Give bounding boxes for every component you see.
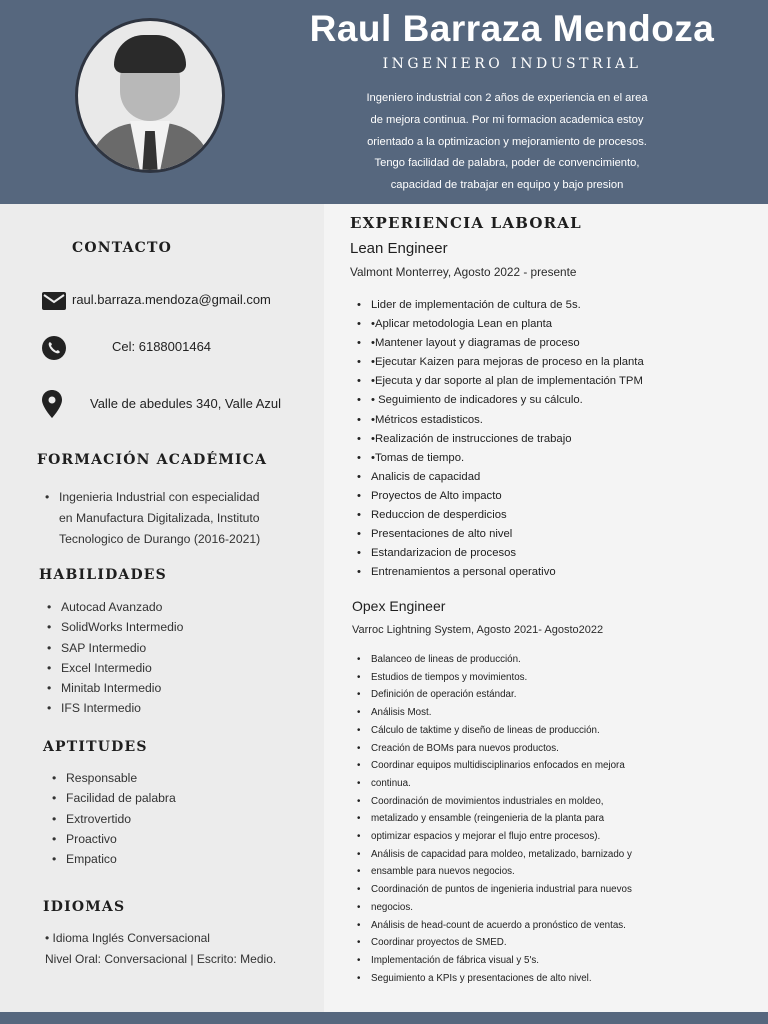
lean-duties-list — [357, 296, 644, 582]
aptitude-item: • Proactivo — [52, 829, 176, 849]
skill-item: • IFS Intermedio — [47, 698, 183, 718]
language-line: • Idioma Inglés Conversacional — [45, 931, 210, 945]
duty-item: • •Realización de instrucciones de trabajo — [357, 430, 644, 449]
contact-title: CONTACTO — [72, 240, 173, 256]
left-column — [0, 204, 324, 1012]
duty-item: • Coordinación de movimientos industriales en moldeo, — [357, 793, 632, 811]
duty-item: • Estandarizacion de procesos — [357, 544, 644, 563]
education-line: Tecnologico de Durango (2016-2021) — [59, 532, 261, 546]
phone-icon — [42, 336, 66, 360]
education-line: • Ingenieria Industrial con especialidad — [59, 490, 260, 504]
summary-line: Ingeniero industrial con 2 años de experiencia en el area — [366, 92, 648, 104]
education-list — [45, 487, 260, 550]
job-title-opex: Opex Engineer — [352, 598, 446, 614]
contact-email[interactable] — [72, 292, 271, 307]
duty-item: • Coordinar proyectos de SMED. — [357, 934, 632, 952]
aptitude-item: • Extrovertido — [52, 809, 176, 829]
duty-item: • optimizar espacios y mejorar el flujo entre procesos). — [357, 828, 632, 846]
skill-item: • Excel Intermedio — [47, 658, 183, 678]
location-pin-icon — [42, 390, 62, 418]
duty-item: • Presentaciones de alto nivel — [357, 525, 644, 544]
duty-item: • •Aplicar metodologia Lean en planta — [357, 315, 644, 334]
aptitude-item: • Facilidad de palabra — [52, 788, 176, 808]
aptitude-item: • Empatico — [52, 849, 176, 869]
opex-duties-list — [357, 651, 632, 987]
duty-item: • Seguimiento a KPIs y presentaciones de alto nivel. — [357, 970, 632, 988]
aptitude-item: • Responsable — [52, 768, 176, 788]
duty-item: • Estudios de tiempos y movimientos. — [357, 669, 632, 687]
summary-line: de mejora continua. Por mi formacion academica estoy — [370, 113, 644, 126]
education-line: en Manufactura Digitalizada, Instituto — [59, 511, 260, 525]
duty-item: • •Métricos estadisticos. — [357, 411, 644, 430]
job-company-lean: Valmont Monterrey, Agosto 2022 - presente — [350, 265, 577, 279]
duty-item: • metalizado y ensamble (reingenieria de la planta para — [357, 810, 632, 828]
duty-item: • Análisis de head-count de acuerdo a pronóstico de ventas. — [357, 917, 632, 935]
duty-item: • negocios. — [357, 899, 632, 917]
skills-title: HABILIDADES — [39, 567, 167, 583]
duty-item: • Lider de implementación de cultura de 5s. — [357, 296, 644, 315]
job-company-opex: Varroc Lightning System, Agosto 2021- Agosto2022 — [352, 624, 604, 636]
phone-text: Cel: 6188001464 — [112, 339, 212, 354]
duty-item: • Análisis de capacidad para moldeo, metalizado, barnizado y — [357, 846, 632, 864]
job-role: INGENIERO INDUSTRIAL — [382, 56, 642, 72]
duty-item: • Balanceo de lineas de producción. — [357, 651, 632, 669]
language-level: Nivel Oral: Conversacional | Escrito: Medio. — [45, 951, 277, 966]
profile-photo — [75, 18, 225, 173]
address-text: Valle de abedules 340, Valle Azul — [90, 396, 282, 411]
skill-item: • Autocad Avanzado — [47, 597, 183, 617]
contact-address — [90, 396, 281, 411]
education-title: FORMACIÓN ACADÉMICA — [37, 452, 268, 468]
duty-item: • •Ejecuta y dar soporte al plan de implementación TPM — [357, 372, 644, 391]
duty-item: • •Tomas de tiempo. — [357, 449, 644, 468]
experience-title: EXPERIENCIA LABORAL — [350, 214, 582, 232]
duty-item: • • Seguimiento de indicadores y su cálculo. — [357, 391, 644, 410]
summary-line: orientado a la optimizacion y mejoramiento de procesos. — [367, 135, 647, 148]
duty-item: • Entrenamientos a personal operativo — [357, 563, 644, 582]
skills-list — [47, 597, 183, 719]
skill-item: • SAP Intermedio — [47, 638, 183, 658]
duty-item: • Coordinación de puntos de ingenieria industrial para nuevos — [357, 881, 632, 899]
duty-item: • Cálculo de taktime y diseño de lineas de producción. — [357, 722, 632, 740]
profile-summary — [340, 88, 674, 197]
person-name: Raul Barraza Mendoza — [309, 8, 715, 49]
duty-item: • continua. — [357, 775, 632, 793]
photo-hair — [114, 35, 186, 73]
aptitudes-title: APTITUDES — [43, 739, 148, 755]
skill-item: • SolidWorks Intermedio — [47, 617, 183, 637]
duty-item: • Analicis de capacidad — [357, 468, 644, 487]
duty-item: • Creación de BOMs para nuevos productos. — [357, 740, 632, 758]
summary-line: capacidad de trabajar en equipo y bajo presion — [390, 179, 624, 192]
languages-block — [45, 928, 276, 969]
skill-item: • Minitab Intermedio — [47, 678, 183, 698]
aptitudes-list — [52, 768, 176, 869]
duty-item: • Reduccion de desperdicios — [357, 506, 644, 525]
duty-item: • Definición de operación estándar. — [357, 686, 632, 704]
summary-line: Tengo facilidad de palabra, poder de convencimiento, — [374, 157, 640, 170]
footer-bar — [0, 1012, 768, 1024]
duty-item: • Análisis Most. — [357, 704, 632, 722]
duty-item: • ensamble para nuevos negocios. — [357, 863, 632, 881]
job-title-lean: Lean Engineer — [350, 240, 448, 257]
duty-item: • Coordinar equipos multidisciplinarios enfocados en mejora — [357, 757, 632, 775]
education-item — [45, 487, 260, 550]
contact-phone — [112, 339, 211, 354]
duty-item: • Proyectos de Alto impacto — [357, 487, 644, 506]
email-text: raul.barraza.mendoza@gmail.com — [72, 292, 271, 307]
duty-item: • Implementación de fábrica visual y 5's. — [357, 952, 632, 970]
languages-title: IDIOMAS — [43, 899, 126, 915]
duty-item: • •Ejecutar Kaizen para mejoras de proceso en la planta — [357, 353, 644, 372]
mail-icon — [42, 292, 66, 310]
duty-item: • •Mantener layout y diagramas de proceso — [357, 334, 644, 353]
